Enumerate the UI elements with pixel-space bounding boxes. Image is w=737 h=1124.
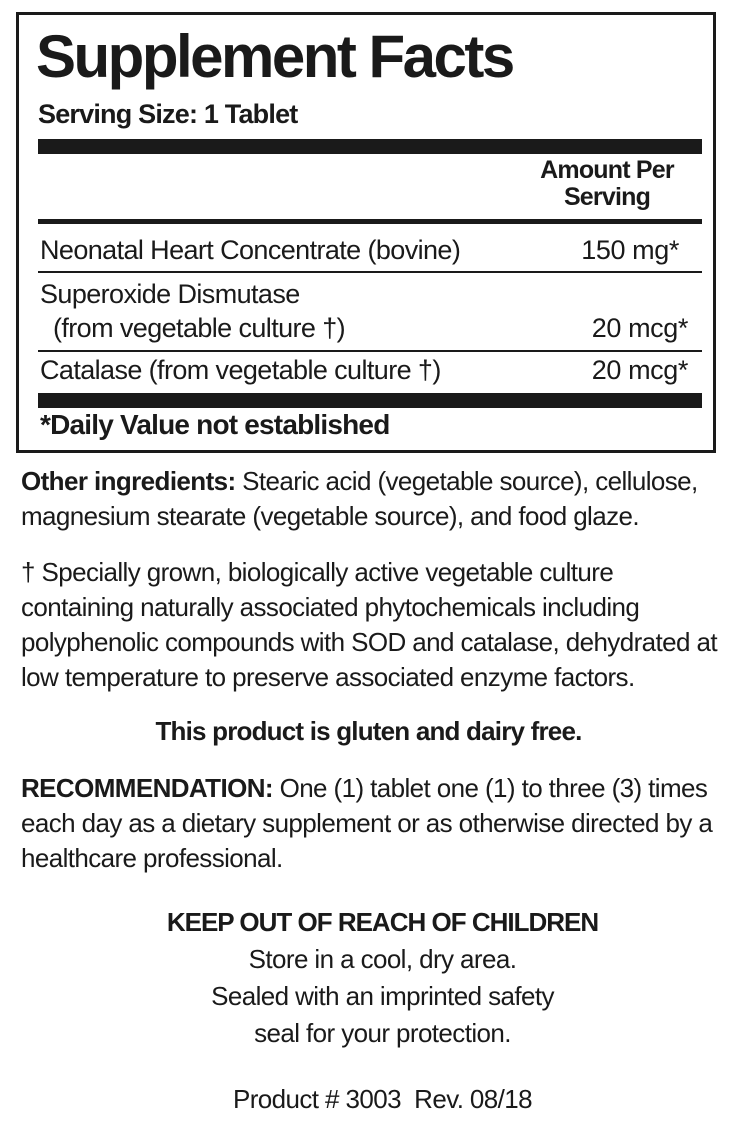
serving-size: Serving Size: 1 Tablet: [38, 99, 298, 129]
panel-title: Supplement Facts: [36, 23, 513, 90]
storage-instruction: Store in a cool, dry area.: [248, 944, 517, 974]
divider-thick-top: [38, 139, 702, 154]
other-ingredients-text: Stearic acid (vegetable source), cellulose, magnesium stearate (vegetable source), and food glaze.: [21, 466, 698, 531]
seal-note-line2: seal for your protection.: [254, 1018, 511, 1048]
amount-per-serving-header: [527, 157, 687, 211]
row-divider: [38, 350, 702, 352]
divider-thick-bottom: [38, 393, 702, 408]
amount-neonatal-heart: 150 mg*: [581, 235, 679, 265]
amount-header-line2: Serving: [563, 183, 651, 211]
recommendation-text: One (1) tablet one (1) to three (3) times each day as a dietary supplement or as otherwise directed by a healthcare professional.: [21, 773, 713, 873]
divider-medium: [38, 219, 702, 224]
seal-note-line1: Sealed with an imprinted safety: [211, 981, 554, 1011]
recommendation: [21, 771, 721, 876]
product-number: Product # 3003 Rev. 08/18: [232, 1084, 532, 1114]
ingredient-superoxide-dismutase: Superoxide Dismutase: [40, 279, 300, 309]
ingredient-catalase: Catalase (from vegetable culture †): [40, 355, 441, 385]
supplement-facts-panel: [16, 12, 716, 453]
amount-header-line1: Amount Per: [540, 156, 674, 184]
gluten-statement: This product is gluten and dairy free.: [155, 716, 582, 746]
dagger-footnote: † Specially grown, biologically active vegetable culture containing naturally associated phytochemicals including polyphenolic compounds with SOD and catalase, dehydrated at low temperature to preserve associated enzyme factors.: [21, 557, 717, 692]
ingredient-neonatal-heart: Neonatal Heart Concentrate (bovine): [40, 235, 461, 265]
recommendation-label: RECOMMENDATION:: [21, 773, 273, 803]
ingredient-superoxide-dismutase-source: (from vegetable culture †): [53, 313, 346, 343]
amount-catalase: 20 mcg*: [591, 355, 688, 385]
other-ingredients-label: Other ingredients:: [21, 466, 236, 496]
daily-value-note: *Daily Value not established: [40, 409, 390, 440]
keep-out-warning: KEEP OUT OF REACH OF CHILDREN: [166, 907, 599, 937]
other-ingredients: [21, 464, 721, 534]
row-divider: [38, 271, 702, 273]
amount-superoxide-dismutase: 20 mcg*: [591, 313, 688, 343]
